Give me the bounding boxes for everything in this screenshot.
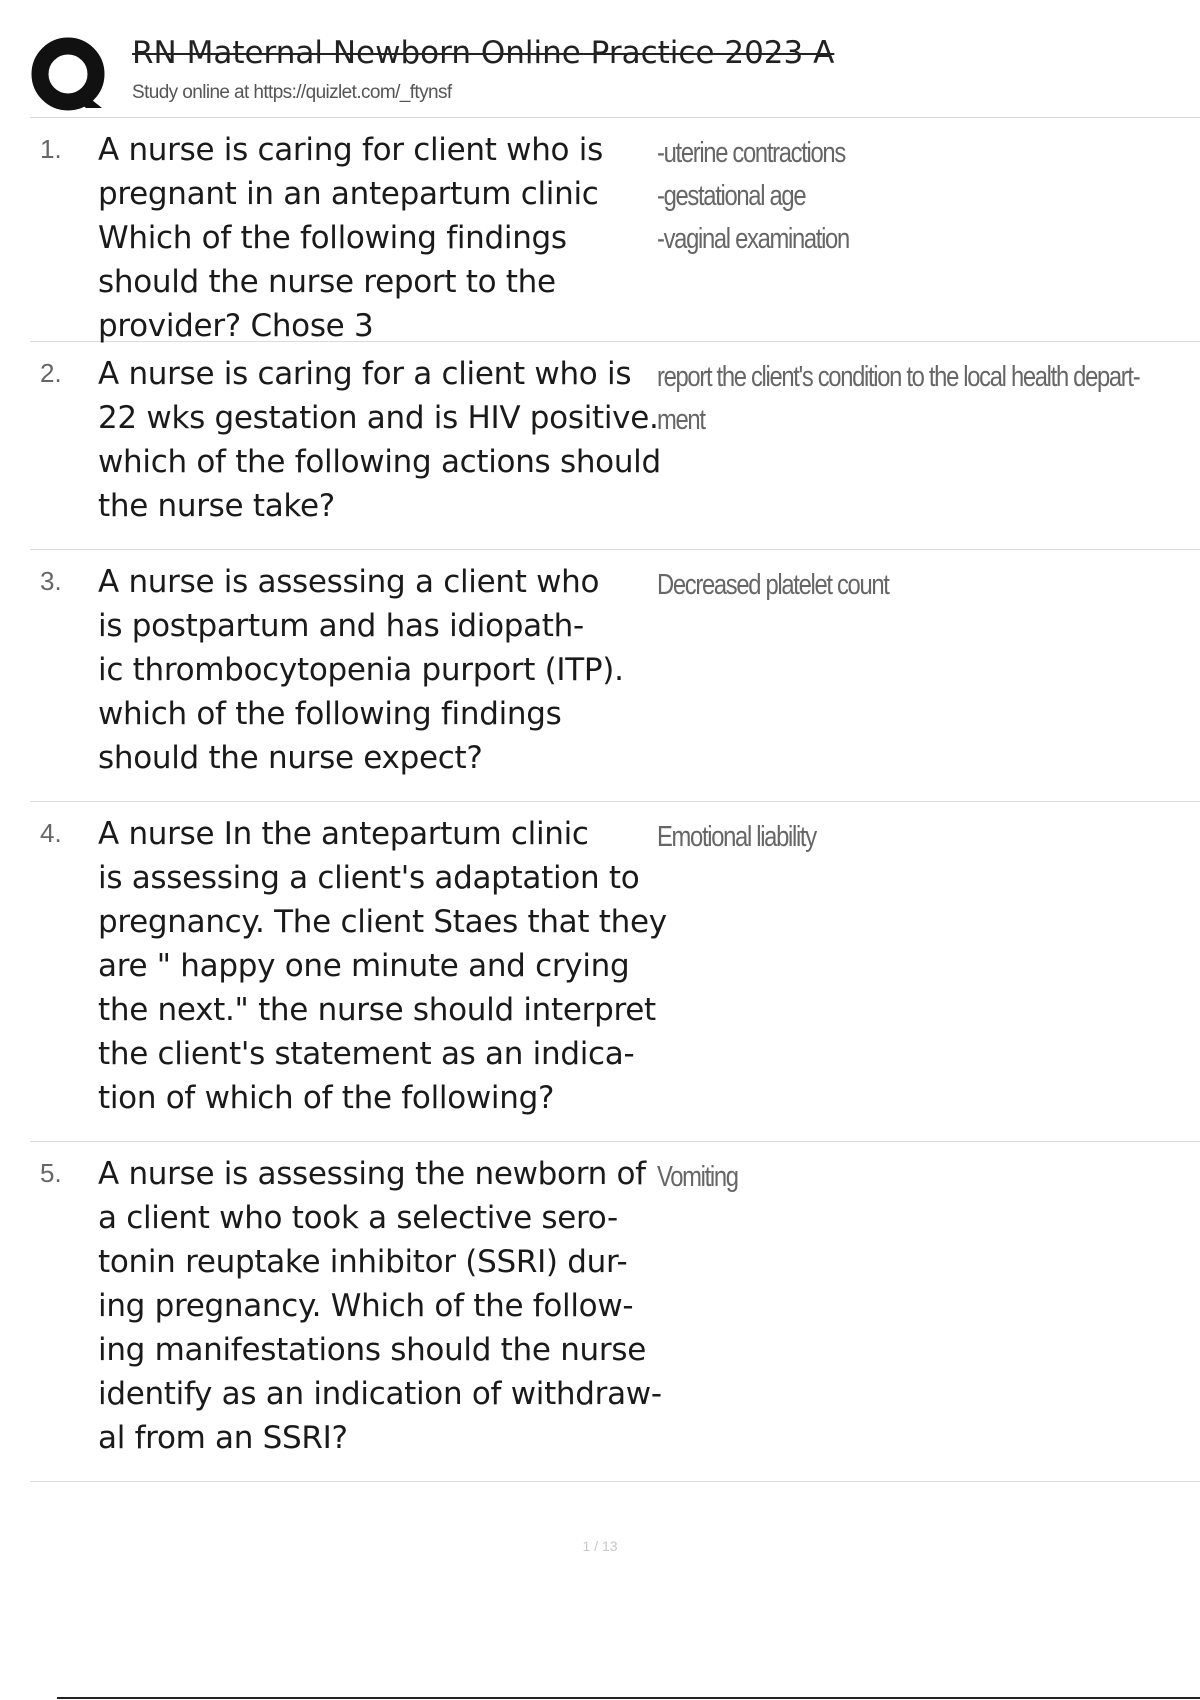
question-line: provider? Chose 3 <box>98 308 374 344</box>
question-line: 22 wks gestation and is HIV positive. <box>98 400 659 436</box>
question-line: pregnant in an antepartum clinic <box>98 176 599 212</box>
question-line: pregnancy. The client Staes that they <box>98 904 667 940</box>
card-answer <box>657 132 1200 261</box>
study-online-link[interactable]: Study online at https://quizlet.com/_ftynsf <box>132 82 452 103</box>
footer-divider <box>57 1697 1200 1699</box>
answer-line: -uterine contractions <box>657 137 845 169</box>
card-answer <box>657 816 1200 859</box>
question-line: ing pregnancy. Which of the follow- <box>98 1288 634 1324</box>
card-question <box>98 128 678 348</box>
card-number: 1. <box>40 134 62 164</box>
card-question <box>98 812 678 1120</box>
question-line: tion of which of the following? <box>98 1080 555 1116</box>
question-line: which of the following findings <box>98 696 562 732</box>
question-line: Which of the following findings <box>98 220 567 256</box>
question-line: identify as an indication of withdraw- <box>98 1376 662 1412</box>
page-number: 1 / 13 <box>582 1538 618 1554</box>
card-number: 2. <box>40 358 62 388</box>
question-line: A nurse In the antepartum clinic <box>98 816 589 852</box>
question-line: al from an SSRI? <box>98 1420 348 1456</box>
answer-line: -gestational age <box>657 180 806 212</box>
question-line: is assessing a client's adaptation to <box>98 860 640 896</box>
question-line: A nurse is caring for a client who is <box>98 356 632 392</box>
card-answer <box>657 356 1200 442</box>
flashcard <box>30 802 1200 1142</box>
answer-line: ment <box>657 404 705 436</box>
question-line: the client's statement as an indica- <box>98 1036 635 1072</box>
quizlet-q-logo-icon <box>30 32 114 116</box>
card-question <box>98 560 678 780</box>
answer-line: report the client's condition to the local health depart- <box>657 361 1140 393</box>
card-number: 5. <box>40 1158 62 1188</box>
flashcard <box>30 118 1200 342</box>
question-line: tonin reuptake inhibitor (SSRI) dur- <box>98 1244 628 1280</box>
flashcard <box>30 1142 1200 1482</box>
question-line: ic thrombocytopenia purport (ITP). <box>98 652 624 688</box>
card-number: 4. <box>40 818 62 848</box>
question-line: ing manifestations should the nurse <box>98 1332 646 1368</box>
answer-line: -vaginal examination <box>657 223 849 255</box>
answer-line: Decreased platelet count <box>657 569 889 601</box>
page-header <box>0 0 1200 118</box>
question-line: A nurse is assessing the newborn of <box>98 1156 646 1192</box>
question-line: A nurse is caring for client who is <box>98 132 603 168</box>
question-line: should the nurse expect? <box>98 740 483 776</box>
question-line: the next." the nurse should interpret <box>98 992 656 1028</box>
question-line: A nurse is assessing a client who <box>98 564 600 600</box>
card-question <box>98 352 678 528</box>
flashcard <box>30 550 1200 802</box>
card-question <box>98 1152 678 1460</box>
question-line: should the nurse report to the <box>98 264 556 300</box>
page-title: RN Maternal Newborn Online Practice 2023 A <box>132 35 835 71</box>
answer-line: Emotional liability <box>657 821 816 853</box>
flashcard-list <box>30 118 1200 1482</box>
answer-line: Vomiting <box>657 1161 738 1193</box>
question-line: a client who took a selective sero- <box>98 1200 618 1236</box>
card-answer <box>657 1156 1200 1199</box>
question-line: is postpartum and has idiopath- <box>98 608 584 644</box>
question-line: which of the following actions should <box>98 444 661 480</box>
card-answer <box>657 564 1200 607</box>
card-number: 3. <box>40 566 62 596</box>
flashcard <box>30 342 1200 550</box>
question-line: the nurse take? <box>98 488 335 524</box>
question-line: are " happy one minute and crying <box>98 948 630 984</box>
